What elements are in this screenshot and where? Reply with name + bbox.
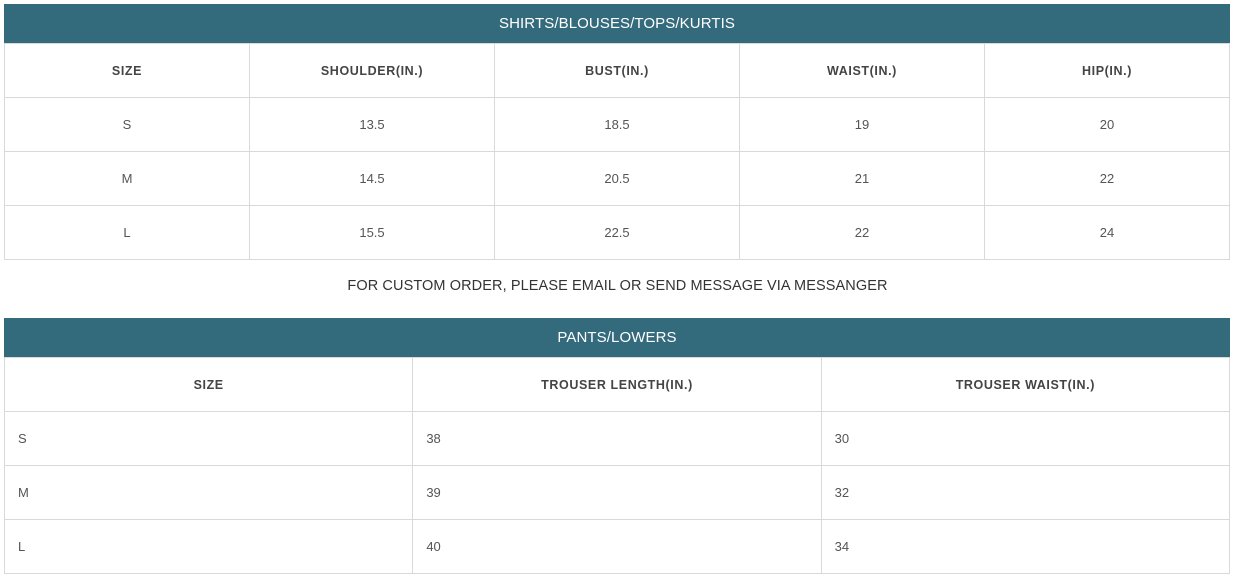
shoulder-cell: 15.5: [250, 206, 495, 260]
size-cell: S: [5, 412, 413, 466]
pants-table: [4, 357, 1230, 574]
trouser-length-cell: 40: [413, 520, 821, 574]
shirts-table-title: SHIRTS/BLOUSES/TOPS/KURTIS: [4, 4, 1230, 43]
waist-cell: 21: [740, 152, 985, 206]
waist-cell: 22: [740, 206, 985, 260]
column-header-waist: WAIST(IN.): [740, 44, 985, 98]
trouser-length-cell: 38: [413, 412, 821, 466]
shoulder-cell: 14.5: [250, 152, 495, 206]
hip-cell: 22: [985, 152, 1230, 206]
column-header-size: SIZE: [5, 358, 413, 412]
trouser-waist-cell: 30: [821, 412, 1229, 466]
column-header-trouser-waist: TROUSER WAIST(IN.): [821, 358, 1229, 412]
table-row: [5, 412, 1230, 466]
hip-cell: 24: [985, 206, 1230, 260]
table-row: [5, 98, 1230, 152]
table-row: [5, 152, 1230, 206]
size-cell: L: [5, 206, 250, 260]
trouser-waist-cell: 32: [821, 466, 1229, 520]
shirts-size-chart: [4, 4, 1230, 260]
pants-size-chart: [4, 318, 1230, 574]
bust-cell: 22.5: [495, 206, 740, 260]
size-cell: L: [5, 520, 413, 574]
table-row: [5, 206, 1230, 260]
table-header-row: [5, 44, 1230, 98]
column-header-trouser-length: TROUSER LENGTH(IN.): [413, 358, 821, 412]
size-cell: M: [5, 152, 250, 206]
size-cell: M: [5, 466, 413, 520]
custom-order-note: FOR CUSTOM ORDER, PLEASE EMAIL OR SEND MESSAGE VIA MESSANGER: [347, 278, 888, 294]
column-header-size: SIZE: [5, 44, 250, 98]
table-header-row: [5, 358, 1230, 412]
table-row: [5, 520, 1230, 574]
size-cell: S: [5, 98, 250, 152]
hip-cell: 20: [985, 98, 1230, 152]
pants-table-title: PANTS/LOWERS: [4, 318, 1230, 357]
column-header-hip: HIP(IN.): [985, 44, 1230, 98]
waist-cell: 19: [740, 98, 985, 152]
table-row: [5, 466, 1230, 520]
column-header-shoulder: SHOULDER(IN.): [250, 44, 495, 98]
bust-cell: 20.5: [495, 152, 740, 206]
bust-cell: 18.5: [495, 98, 740, 152]
column-header-bust: BUST(IN.): [495, 44, 740, 98]
shoulder-cell: 13.5: [250, 98, 495, 152]
shirts-table: [4, 43, 1230, 260]
trouser-waist-cell: 34: [821, 520, 1229, 574]
trouser-length-cell: 39: [413, 466, 821, 520]
